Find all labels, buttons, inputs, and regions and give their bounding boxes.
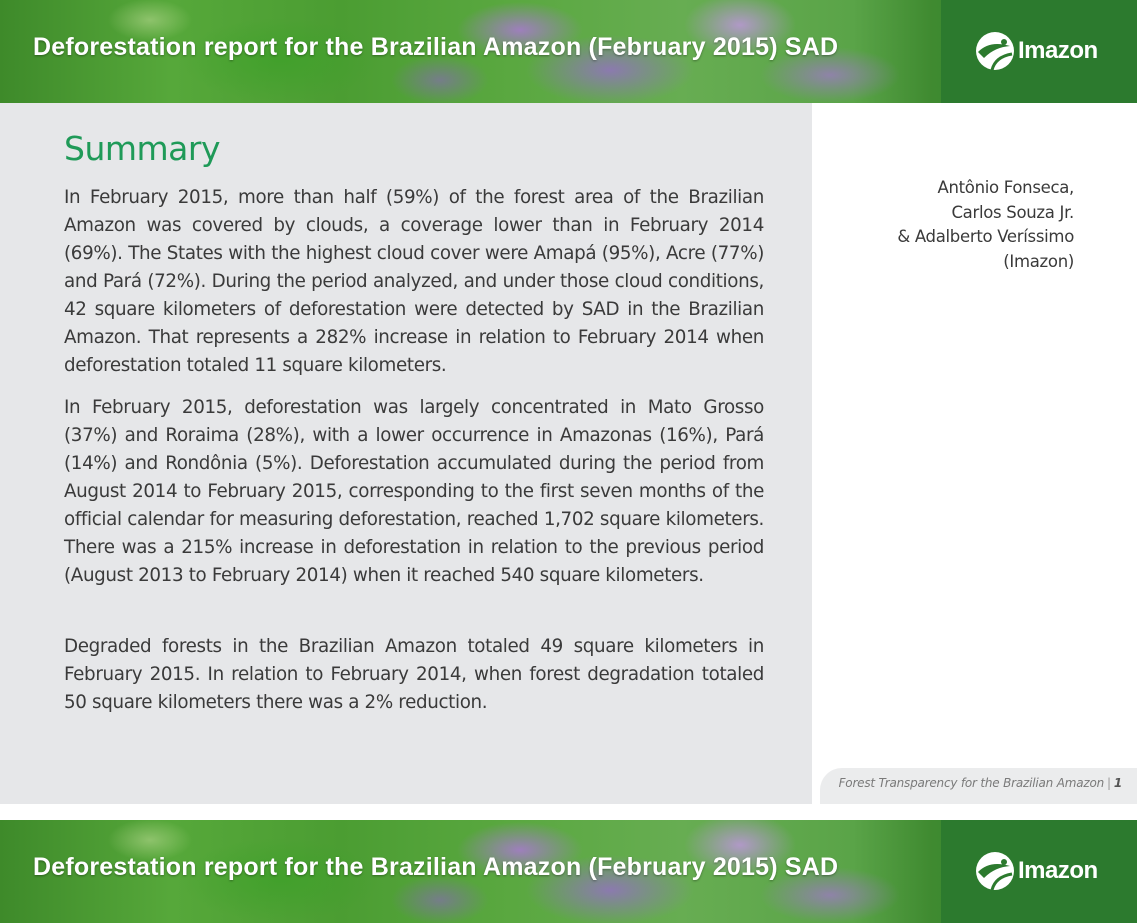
authors-block <box>897 176 1074 274</box>
imazon-logo[interactable] <box>974 30 1098 72</box>
imazon-logo-icon <box>974 30 1016 72</box>
summary-paragraph-1: In February 2015, more than half (59%) of the forest area of the Brazilian Amazon was covered by clouds, a coverage lower than in February 2014 (69%). The States with the highest cloud cover were Amapá (95%), Acre (77%) and Pará (72%). During the period analyzed, and under those cloud conditions, 42 square kilometers of deforestation were detected by SAD in the Brazilian Amazon. That represents a 282% increase in relation to February 2014 when deforestation totaled 11 square kilometers. <box>64 187 764 376</box>
summary-paragraph-2: In February 2015, deforestation was largely concentrated in Mato Grosso (37%) and Roraima (28%), with a lower occurrence in Amazonas (16%), Pará (14%) and Rondônia (5%). Deforestation accumulated during the period from August 2014 to February 2015, corresponding to the first seven months of the official calendar for measuring deforestation, reached 1,702 square kilometers. There was a 215% increase in deforestation in relation to the previous period (August 2013 to February 2014) when it reached 540 square kilometers. <box>64 397 764 586</box>
logo-wordmark: Imazon <box>1018 37 1098 64</box>
footer-note <box>839 776 1122 790</box>
imazon-logo-footer[interactable] <box>974 850 1098 892</box>
header-banner <box>0 0 1137 103</box>
summary-heading: Summary <box>64 129 220 168</box>
author-affiliation: (Imazon) <box>1003 251 1074 271</box>
author-line: & Adalberto Veríssimo <box>897 227 1074 246</box>
page-number: 1 <box>1113 776 1122 790</box>
summary-paragraph-3: Degraded forests in the Brazilian Amazon totaled 49 square kilometers in February 2015. In relation to February 2014, when forest degradation totaled 50 square kilometers there was a 2% reduction. <box>64 636 764 713</box>
footer-divider <box>0 804 1137 820</box>
footer-publication-name: Forest Transparency for the Brazilian Amazon <box>838 776 1104 790</box>
footer-separator: | <box>1107 776 1111 790</box>
footer-banner <box>0 820 1137 923</box>
author-line: Antônio Fonseca, <box>937 178 1074 197</box>
summary-section <box>0 103 812 804</box>
author-line: Carlos Souza Jr. <box>951 202 1074 222</box>
report-title-repeat: Deforestation report for the Brazilian Amazon (February 2015) SAD <box>33 853 839 881</box>
report-title: Deforestation report for the Brazilian Amazon (February 2015) SAD <box>33 33 839 61</box>
logo-wordmark: Imazon <box>1018 857 1098 884</box>
imazon-logo-icon <box>974 850 1016 892</box>
